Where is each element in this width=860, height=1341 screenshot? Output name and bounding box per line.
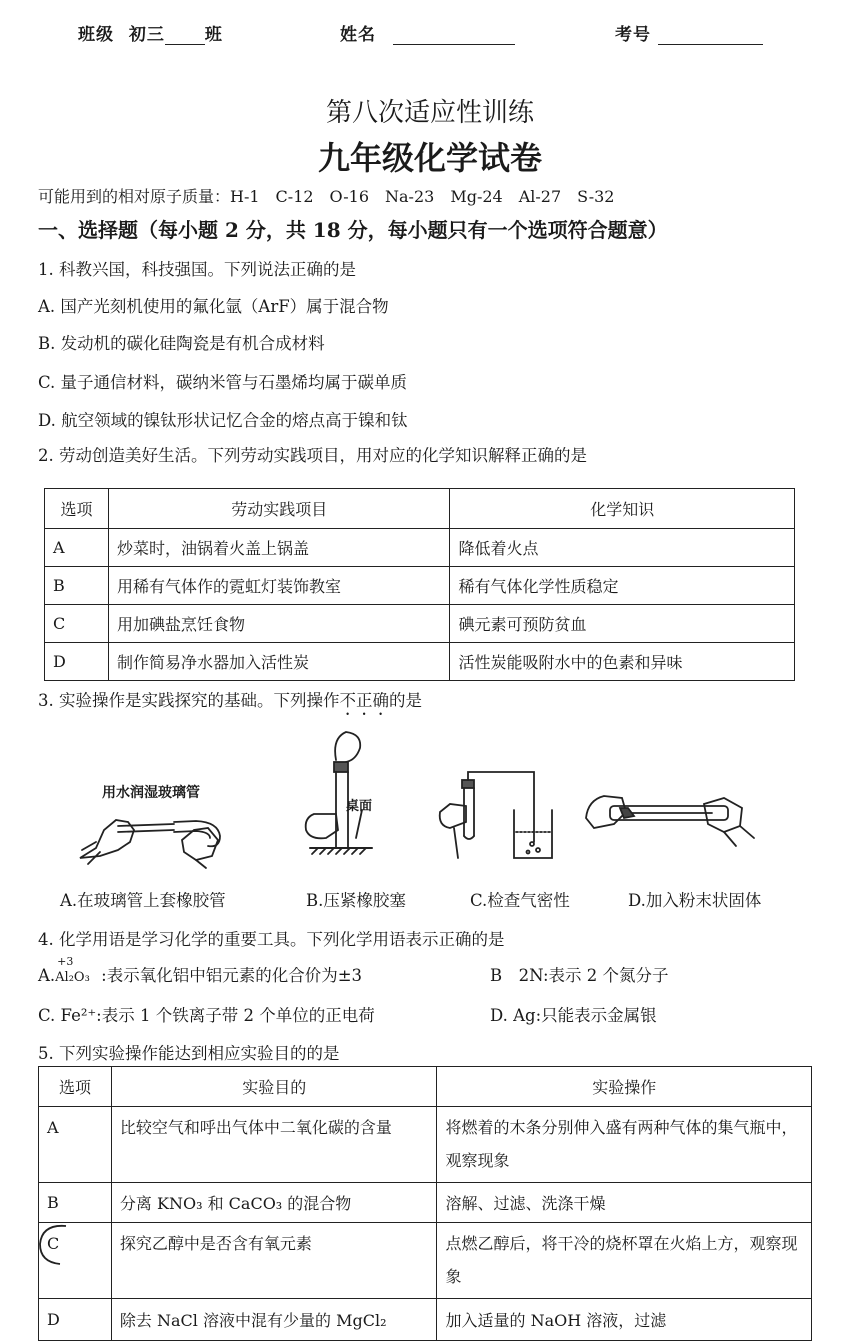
header-cell: 实验操作 [437, 1067, 812, 1107]
table-cell: 比较空气和呼出气体中二氧化碳的含量 [111, 1107, 437, 1183]
q1-option-b[interactable]: B. 发动机的碳化硅陶瓷是有机合成材料 [38, 334, 325, 353]
id-blank[interactable] [658, 26, 763, 45]
q1-option-a[interactable]: A. 国产光刻机使用的氟化氩（ArF）属于混合物 [38, 297, 389, 316]
figure-b-label: 桌面 [346, 799, 373, 814]
table-cell: 制作简易净水器加入活性炭 [108, 643, 450, 681]
q3-option-c[interactable]: C.检查气密性 [470, 891, 570, 910]
table-cell: 碘元素可预防贫血 [450, 605, 795, 643]
q5-table [38, 1066, 812, 1341]
q2-stem: 2. 劳动创造美好生活。下列劳动实践项目，用对应的化学知识解释正确的是 [38, 446, 587, 465]
option-cell[interactable]: D [45, 643, 109, 681]
table-row [45, 567, 795, 605]
answer-circle-mark [36, 1222, 76, 1268]
table-cell: 溶解、过滤、洗涤干燥 [437, 1183, 812, 1223]
table-cell: 将燃着的木条分别伸入盛有两种气体的集气瓶中，观察现象 [437, 1107, 812, 1183]
option-cell[interactable]: C [45, 605, 109, 643]
table-row [45, 643, 795, 681]
name-label: 姓名 [340, 25, 376, 45]
figure-b-test-tube-stopper [296, 730, 386, 860]
class-label: 班级 [78, 25, 114, 45]
q1-option-c[interactable]: C. 量子通信材料，碳纳米管与石墨烯均属于碳单质 [38, 373, 408, 392]
figure-a-hands-tube [78, 800, 238, 870]
class-field [78, 20, 223, 45]
q4-option-a[interactable]: A. +3 Al₂O₃ :表示氧化铝中铝元素的化合价为±3 [38, 955, 363, 985]
header-cell: 实验目的 [111, 1067, 437, 1107]
option-cell[interactable]: A [39, 1107, 112, 1183]
table-header-row [45, 489, 795, 529]
q3-stem-before: 3. 实验操作是实践探究的基础。下列操作 [38, 691, 340, 710]
exam-title: 九年级化学试卷 [317, 139, 542, 177]
header-cell: 劳动实践项目 [108, 489, 450, 529]
table-cell: 点燃乙醇后，将干冷的烧杯罩在火焰上方，观察现象 [437, 1223, 812, 1299]
figure-c-airtightness-apparatus [436, 762, 556, 866]
table-row [45, 605, 795, 643]
q3-stem-after: 的是 [389, 691, 422, 710]
q3-stem [38, 687, 422, 719]
q1-stem: 1. 科教兴国，科技强国。下列说法正确的是 [38, 260, 356, 279]
q4-option-b[interactable]: B 2N:表示 2 个氮分子 [490, 966, 669, 985]
header-cell: 化学知识 [450, 489, 795, 529]
q4-formula [55, 955, 101, 985]
header-cell: 选项 [45, 489, 109, 529]
option-cell[interactable]: B [45, 567, 109, 605]
table-row [39, 1183, 812, 1223]
table-cell: 探究乙醇中是否含有氧元素 [111, 1223, 437, 1299]
q1-option-d[interactable]: D. 航空领域的镍钛形状记忆合金的熔点高于镍和钛 [38, 411, 408, 430]
atomic-masses: 可能用到的相对原子质量：H-1 C-12 O-16 Na-23 Mg-24 Al-27 S-32 [38, 187, 615, 206]
table-cell: 活性炭能吸附水中的色素和异味 [450, 643, 795, 681]
option-cell[interactable]: B [39, 1183, 112, 1223]
q3-option-b[interactable]: B.压紧橡胶塞 [306, 891, 406, 910]
exam-subtitle: 第八次适应性训练 [325, 98, 534, 128]
q3-stem-emphasis: 不正确 [339, 691, 389, 710]
section-heading: 一、选择题（每小题 2 分，共 18 分，每小题只有一个选项符合题意） [38, 218, 668, 242]
table-cell: 炒菜时，油锅着火盖上锅盖 [108, 529, 450, 567]
table-cell: 降低着火点 [450, 529, 795, 567]
figure-d-powder-tube [584, 788, 759, 850]
name-blank[interactable] [393, 26, 515, 45]
class-value: 初三 [128, 25, 165, 45]
table-cell: 用稀有气体作的霓虹灯装饰教室 [108, 567, 450, 605]
id-field [615, 20, 763, 45]
q2-table [44, 488, 795, 681]
table-row [45, 529, 795, 567]
table-row [39, 1223, 812, 1299]
figure-a-label: 用水润湿玻璃管 [102, 785, 200, 801]
q4-stem: 4. 化学用语是学习化学的重要工具。下列化学用语表示正确的是 [38, 930, 505, 949]
table-cell: 稀有气体化学性质稳定 [450, 567, 795, 605]
table-cell: 分离 KNO₃ 和 CaCO₃ 的混合物 [111, 1183, 437, 1223]
table-cell: 用加碘盐烹饪食物 [108, 605, 450, 643]
valence-mark: +3 [57, 955, 74, 968]
q3-option-d[interactable]: D.加入粉末状固体 [628, 891, 762, 910]
q5-stem: 5. 下列实验操作能达到相应实验目的的是 [38, 1044, 340, 1063]
class-suffix: 班 [204, 25, 223, 45]
formula-text: Al₂O₃ [55, 970, 90, 985]
table-cell: 除去 NaCl 溶液中混有少量的 MgCl₂ [111, 1299, 437, 1341]
table-row [39, 1299, 812, 1341]
id-label: 考号 [615, 25, 651, 45]
q4-option-a-text: :表示氧化铝中铝元素的化合价为±3 [101, 966, 363, 985]
option-cell[interactable]: C [39, 1223, 112, 1299]
table-header-row [39, 1067, 812, 1107]
table-cell: 加入适量的 NaOH 溶液，过滤 [437, 1299, 812, 1341]
table-row [39, 1107, 812, 1183]
q3-option-a[interactable]: A.在玻璃管上套橡胶管 [60, 891, 226, 910]
class-blank[interactable] [165, 26, 205, 45]
name-field [340, 20, 515, 45]
header-cell: 选项 [39, 1067, 112, 1107]
q4-option-d[interactable]: D. Ag:只能表示金属银 [490, 1006, 657, 1025]
q4-option-c[interactable]: C. Fe²⁺:表示 1 个铁离子带 2 个单位的正电荷 [38, 1006, 375, 1025]
option-cell[interactable]: A [45, 529, 109, 567]
option-cell[interactable]: D [39, 1299, 112, 1341]
